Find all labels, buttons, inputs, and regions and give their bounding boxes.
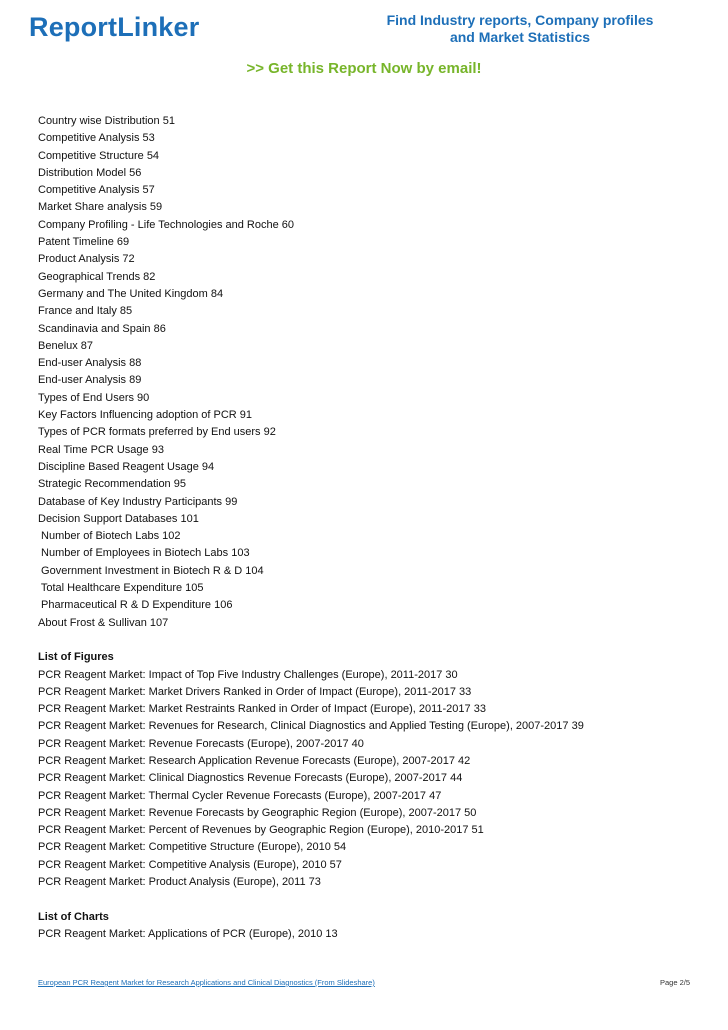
- tagline-line-1: Find Industry reports, Company profiles: [386, 12, 654, 28]
- tagline-line-2: and Market Statistics: [449, 29, 591, 45]
- toc-item: Germany and The United Kingdom 84: [38, 287, 224, 300]
- toc-item: Competitive Analysis 57: [38, 184, 155, 197]
- toc-item: Discipline Based Reagent Usage 94: [38, 460, 215, 473]
- toc-item: Real Time PCR Usage 93: [38, 443, 164, 456]
- figure-item: PCR Reagent Market: Research Application Revenue Forecasts (Europe), 2007-2017 42: [38, 754, 471, 767]
- figure-item: PCR Reagent Market: Revenues for Research, Clinical Diagnostics and Applied Testing (Europe), 2007-2017 39: [38, 720, 584, 733]
- toc-item: Patent Timeline 69: [38, 236, 130, 249]
- get-report-link[interactable]: >> Get this Report Now by email!: [246, 60, 482, 77]
- list-of-charts: [38, 909, 698, 944]
- tagline: [380, 12, 660, 46]
- toc-item: Types of End Users 90: [38, 391, 150, 404]
- toc-item: Key Factors Influencing adoption of PCR 91: [38, 409, 253, 422]
- figure-item: PCR Reagent Market: Impact of Top Five Industry Challenges (Europe), 2011-2017 30: [38, 668, 458, 681]
- toc-item: Pharmaceutical R & D Expenditure 106: [38, 599, 233, 612]
- figure-item: PCR Reagent Market: Competitive Structure (Europe), 2010 54: [38, 841, 347, 854]
- toc-item: Number of Biotech Labs 102: [38, 530, 181, 543]
- toc-item: Number of Employees in Biotech Labs 103: [38, 547, 250, 560]
- chart-item: PCR Reagent Market: Applications of PCR (Europe), 2010 13: [38, 927, 338, 940]
- page-footer: [38, 978, 690, 992]
- toc-item: Database of Key Industry Participants 99: [38, 495, 238, 508]
- section-spacer: [38, 632, 698, 649]
- toc-item: Benelux 87: [38, 339, 94, 352]
- toc-item: Competitive Analysis 53: [38, 132, 155, 145]
- toc-item: Market Share analysis 59: [38, 201, 163, 214]
- toc-item: Country wise Distribution 51: [38, 115, 175, 127]
- toc-item: About Frost & Sullivan 107: [38, 616, 169, 629]
- toc-item: Distribution Model 56: [38, 166, 142, 179]
- reportlinker-logo[interactable]: ReportLinker: [29, 12, 200, 42]
- figure-item: PCR Reagent Market: Thermal Cycler Revenue Forecasts (Europe), 2007-2017 47: [38, 789, 442, 802]
- figure-item: PCR Reagent Market: Revenue Forecasts (Europe), 2007-2017 40: [38, 737, 364, 750]
- page-number: Page 2/5: [659, 978, 690, 987]
- toc-item: Product Analysis 72: [38, 253, 135, 266]
- figure-item: PCR Reagent Market: Clinical Diagnostics Revenue Forecasts (Europe), 2007-2017 44: [38, 772, 463, 785]
- toc-item: End-user Analysis 89: [38, 374, 142, 387]
- toc-item: Decision Support Databases 101: [38, 512, 199, 525]
- charts-heading: List of Charts: [38, 910, 109, 923]
- toc-item: Company Profiling - Life Technologies and Roche 60: [38, 218, 295, 231]
- table-of-contents: [38, 113, 698, 632]
- toc-item: France and Italy 85: [38, 305, 133, 318]
- figures-heading: List of Figures: [38, 651, 114, 664]
- document-body: [38, 113, 698, 943]
- toc-item: Scandinavia and Spain 86: [38, 322, 166, 335]
- figure-item: PCR Reagent Market: Market Restraints Ranked in Order of Impact (Europe), 2011-2017 33: [38, 703, 486, 716]
- figure-item: PCR Reagent Market: Revenue Forecasts by Geographic Region (Europe), 2007-2017 50: [38, 806, 477, 819]
- source-link[interactable]: European PCR Reagent Market for Research Applications and Clinical Diagnostics (From Slideshare): [38, 978, 375, 987]
- figure-item: PCR Reagent Market: Percent of Revenues by Geographic Region (Europe), 2010-2017 51: [38, 824, 484, 837]
- toc-item: Types of PCR formats preferred by End users 92: [38, 426, 276, 439]
- toc-item: End-user Analysis 88: [38, 357, 142, 370]
- figure-item: PCR Reagent Market: Market Drivers Ranked in Order of Impact (Europe), 2011-2017 33: [38, 685, 472, 698]
- figure-item: PCR Reagent Market: Competitive Analysis (Europe), 2010 57: [38, 858, 342, 871]
- toc-item: Competitive Structure 54: [38, 149, 160, 162]
- figure-item: PCR Reagent Market: Product Analysis (Europe), 2011 73: [38, 876, 321, 889]
- toc-item: Government Investment in Biotech R & D 104: [38, 564, 264, 577]
- toc-item: Total Healthcare Expenditure 105: [38, 582, 204, 595]
- section-spacer: [38, 891, 698, 908]
- toc-item: Geographical Trends 82: [38, 270, 156, 283]
- list-of-figures: [38, 649, 698, 891]
- toc-item: Strategic Recommendation 95: [38, 478, 186, 491]
